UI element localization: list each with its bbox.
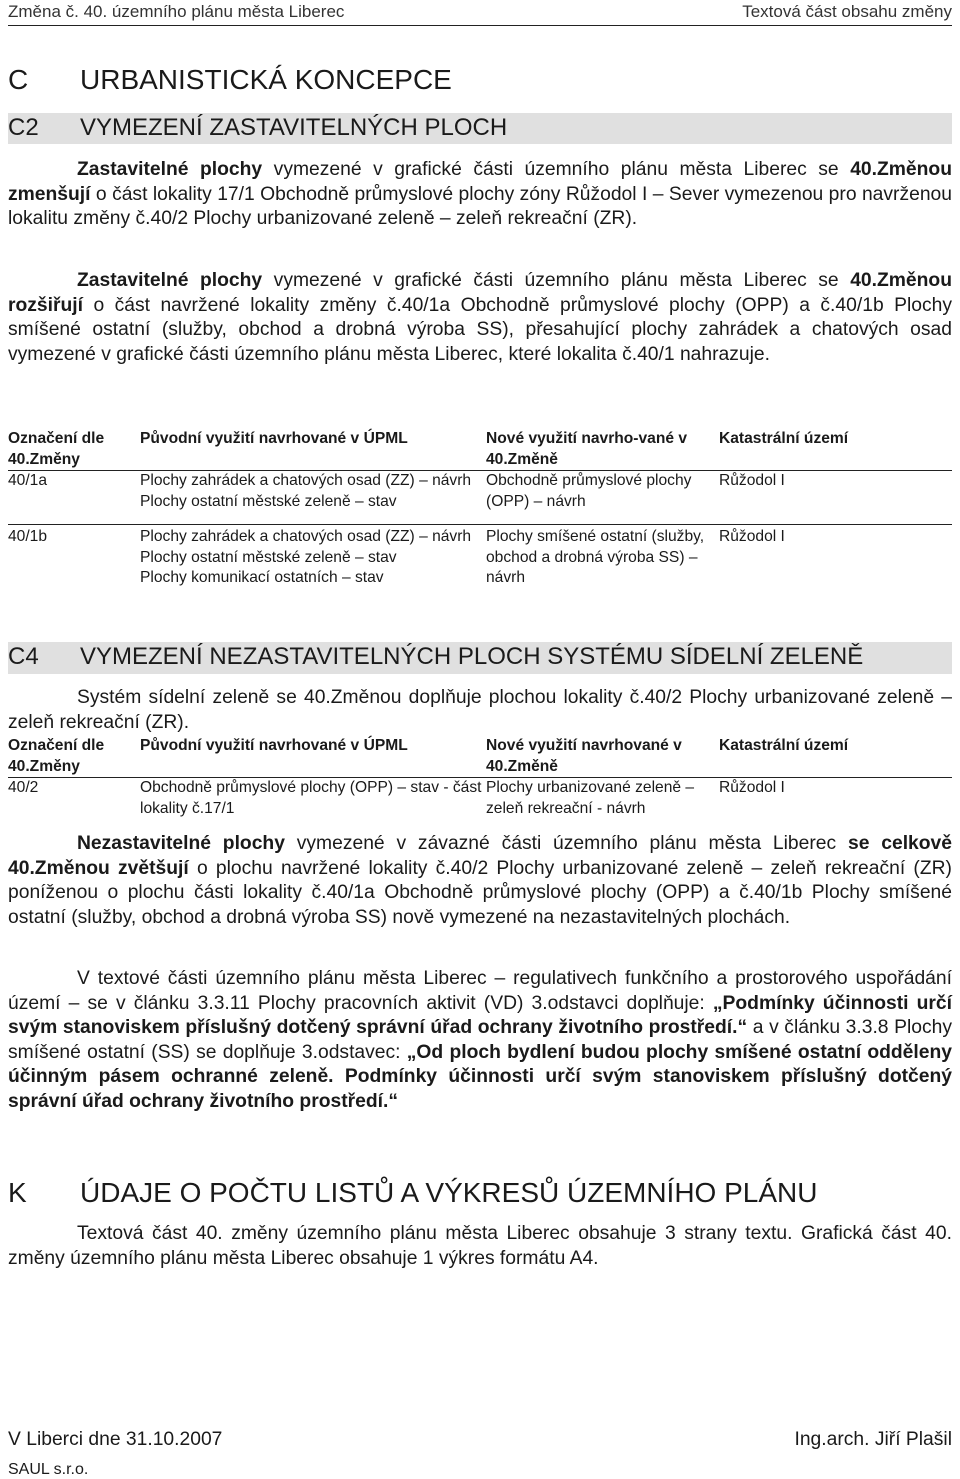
cell-puvodni: Obchodně průmyslové plochy (OPP) – stav - část lokality č.17/1 bbox=[140, 779, 482, 817]
bold-term: 40.Změnou zmenšují bbox=[8, 159, 952, 205]
column-header-nove: Nové využití navrho-vané v 40.Změně bbox=[486, 430, 688, 468]
paragraph-text: o část navržené lokality změny č.40/1a Obchodně průmyslové plochy (OPP) a č.40/1b Plochy smíšené ostatní (služby, obchod a drobná výroba SS), přesahující plochy zahrádek a chatových osad vymezené v grafické části územního plánu města Liberec, které lokalita č.40/1 nahrazuje. bbox=[8, 294, 952, 365]
section-c-heading bbox=[8, 64, 952, 98]
section-number: C2 bbox=[8, 114, 39, 141]
cell-line: Plochy zahrádek a chatových osad (ZZ) – návrh bbox=[140, 528, 472, 545]
table-row bbox=[8, 525, 952, 589]
paragraph-nezastavitelne-zvetsuji bbox=[8, 832, 952, 930]
column-header-katastralni: Katastrální území bbox=[719, 737, 849, 754]
column-header-oznaceni: Označení dle 40.Změny bbox=[8, 430, 105, 468]
paragraph-text: Systém sídelní zeleně se 40.Změnou doplňuje plochou lokality č.40/2 Plochy urbanizované zeleně – zeleň rekreační (ZR). bbox=[8, 687, 952, 733]
paragraph-text: a v článku 3.3.8 Plochy smíšené ostatní (SS) se doplňuje 3.odstavec: bbox=[8, 1017, 952, 1063]
table-nezastavitelne-plochy bbox=[8, 736, 952, 819]
bold-term: se celkově 40.Změnou zvětšují bbox=[8, 833, 952, 879]
section-title: ÚDAJE O POČTU LISTŮ A VÝKRESŮ ÚZEMNÍHO PLÁNU bbox=[80, 1177, 818, 1208]
column-header-oznaceni: Označení dle 40.Změny bbox=[8, 737, 105, 775]
column-header-katastralni: Katastrální území bbox=[719, 430, 849, 447]
bold-quote: „Od ploch bydlení budou plochy smíšené ostatní odděleny účinným pásem ochranné zeleně. Podmínky účinnosti určí svým stanoviskem příslušný dotčený správní úřad ochrany životního prostředí.“ bbox=[8, 1041, 952, 1112]
paragraph-zastavitelne-zmensuji bbox=[8, 158, 952, 232]
section-title: VYMEZENÍ NEZASTAVITELNÝCH PLOCH SYSTÉMU SÍDELNÍ ZELENĚ bbox=[80, 643, 864, 670]
header-section-title: Textová část obsahu změny bbox=[742, 2, 952, 21]
section-number: K bbox=[8, 1177, 27, 1208]
paragraph-udaje-o-poctu-listu bbox=[8, 1222, 952, 1271]
table-zastavitelne-plochy bbox=[8, 429, 952, 589]
author-name: Ing.arch. Jiří Plašil bbox=[794, 1429, 952, 1450]
cell-katastralni: Růžodol I bbox=[719, 779, 785, 796]
cell-nove: Plochy urbanizované zeleně – zeleň rekreační - návrh bbox=[486, 779, 695, 817]
paragraph-text: vymezené v závazné části územního plánu města Liberec bbox=[284, 833, 848, 854]
header-document-title: Změna č. 40. územního plánu města Liberec bbox=[8, 2, 345, 21]
cell-puvodni bbox=[140, 525, 486, 589]
bold-term: Nezastavitelné plochy bbox=[77, 833, 285, 854]
bold-term: 40.Změnou rozšiřují bbox=[8, 270, 952, 316]
cell-oznaceni: 40/2 bbox=[8, 779, 39, 796]
section-k-heading bbox=[8, 1177, 952, 1211]
section-number: C bbox=[8, 64, 29, 95]
paragraph-text: V textové části územního plánu města Liberec – regulativech funkčního a prostorového uspořádání území – se v článku 3.3.11 Plochy pracovních aktivit (VD) 3.odstavci doplňuje: bbox=[8, 968, 952, 1014]
cell-katastralni: Růžodol I bbox=[719, 528, 785, 545]
paragraph-text: vymezené v grafické části územního plánu města Liberec se bbox=[262, 270, 851, 291]
company-name: SAUL s.r.o. bbox=[8, 1461, 89, 1478]
section-c4-heading bbox=[8, 642, 952, 674]
bold-term: Zastavitelné plochy bbox=[77, 270, 263, 291]
column-header-puvodni: Původní využití navrhované v ÚPML bbox=[140, 430, 408, 447]
column-header-puvodni: Původní využití navrhované v ÚPML bbox=[140, 737, 408, 754]
cell-katastralni: Růžodol I bbox=[719, 472, 785, 489]
section-title: URBANISTICKÁ KONCEPCE bbox=[80, 64, 452, 95]
header-rule bbox=[8, 25, 952, 26]
paragraph-text: vymezené v grafické části územního plánu města Liberec se bbox=[262, 159, 851, 180]
paragraph-text: Textová část 40. změny územního plánu města Liberec obsahuje 3 strany textu. Grafická část 40. změny územního plánu města Liberec obsahuje 1 výkres formátu A4. bbox=[8, 1223, 952, 1269]
cell-line: Plochy zahrádek a chatových osad (ZZ) – návrh bbox=[140, 472, 472, 489]
section-c2-heading bbox=[8, 113, 952, 144]
bold-term: Zastavitelné plochy bbox=[77, 159, 263, 180]
column-header-nove: Nové využití navrhované v 40.Změně bbox=[486, 737, 682, 775]
place-and-date: V Liberci dne 31.10.2007 bbox=[8, 1429, 223, 1450]
bold-quote: „Podmínky účinnosti určí svým stanoviskem příslušný dotčený správní úřad ochrany životního prostředí.“ bbox=[8, 992, 952, 1039]
paragraph-zastavitelne-rozsiruji bbox=[8, 269, 952, 367]
page-header bbox=[8, 0, 952, 27]
cell-puvodni bbox=[140, 471, 486, 525]
paragraph-text: o část lokality 17/1 Obchodně průmyslové plochy zóny Růžodol I – Sever vymezenou pro navrženou lokalitu změny č.40/2 Plochy urbanizované zeleně – zeleň rekreační (ZR). bbox=[8, 183, 952, 230]
paragraph-system-sidelni-zelene bbox=[8, 686, 952, 735]
section-title: VYMEZENÍ ZASTAVITELNÝCH PLOCH bbox=[80, 114, 508, 141]
cell-nove: Plochy smíšené ostatní (služby, obchod a drobná výroba SS) – návrh bbox=[486, 528, 705, 586]
table-header-row bbox=[8, 429, 952, 471]
cell-nove: Obchodně průmyslové plochy (OPP) – návrh bbox=[486, 472, 692, 510]
table-header-row bbox=[8, 736, 952, 778]
cell-oznaceni: 40/1a bbox=[8, 472, 48, 489]
paragraph-regulativy bbox=[8, 967, 952, 1115]
table-row bbox=[8, 778, 952, 820]
cell-line: Plochy komunikací ostatních – stav bbox=[140, 569, 384, 586]
cell-line: Plochy ostatní městské zeleně – stav bbox=[140, 548, 397, 566]
cell-line: Plochy ostatní městské zeleně – stav bbox=[140, 492, 397, 510]
section-number: C4 bbox=[8, 643, 39, 670]
table-row bbox=[8, 471, 952, 525]
cell-oznaceni: 40/1b bbox=[8, 528, 48, 545]
paragraph-text: o plochu navržené lokality č.40/2 Plochy urbanizované zeleně – zeleň rekreační (ZR) poníženou o plochu části lokality č.40/1a Obchodně průmyslové plochy (OPP) a č.40/1b Plochy smíšené ostatní (služby, obchod a drobná výroba SS) nově vymezené na nezastavitelných plochách. bbox=[8, 857, 952, 928]
